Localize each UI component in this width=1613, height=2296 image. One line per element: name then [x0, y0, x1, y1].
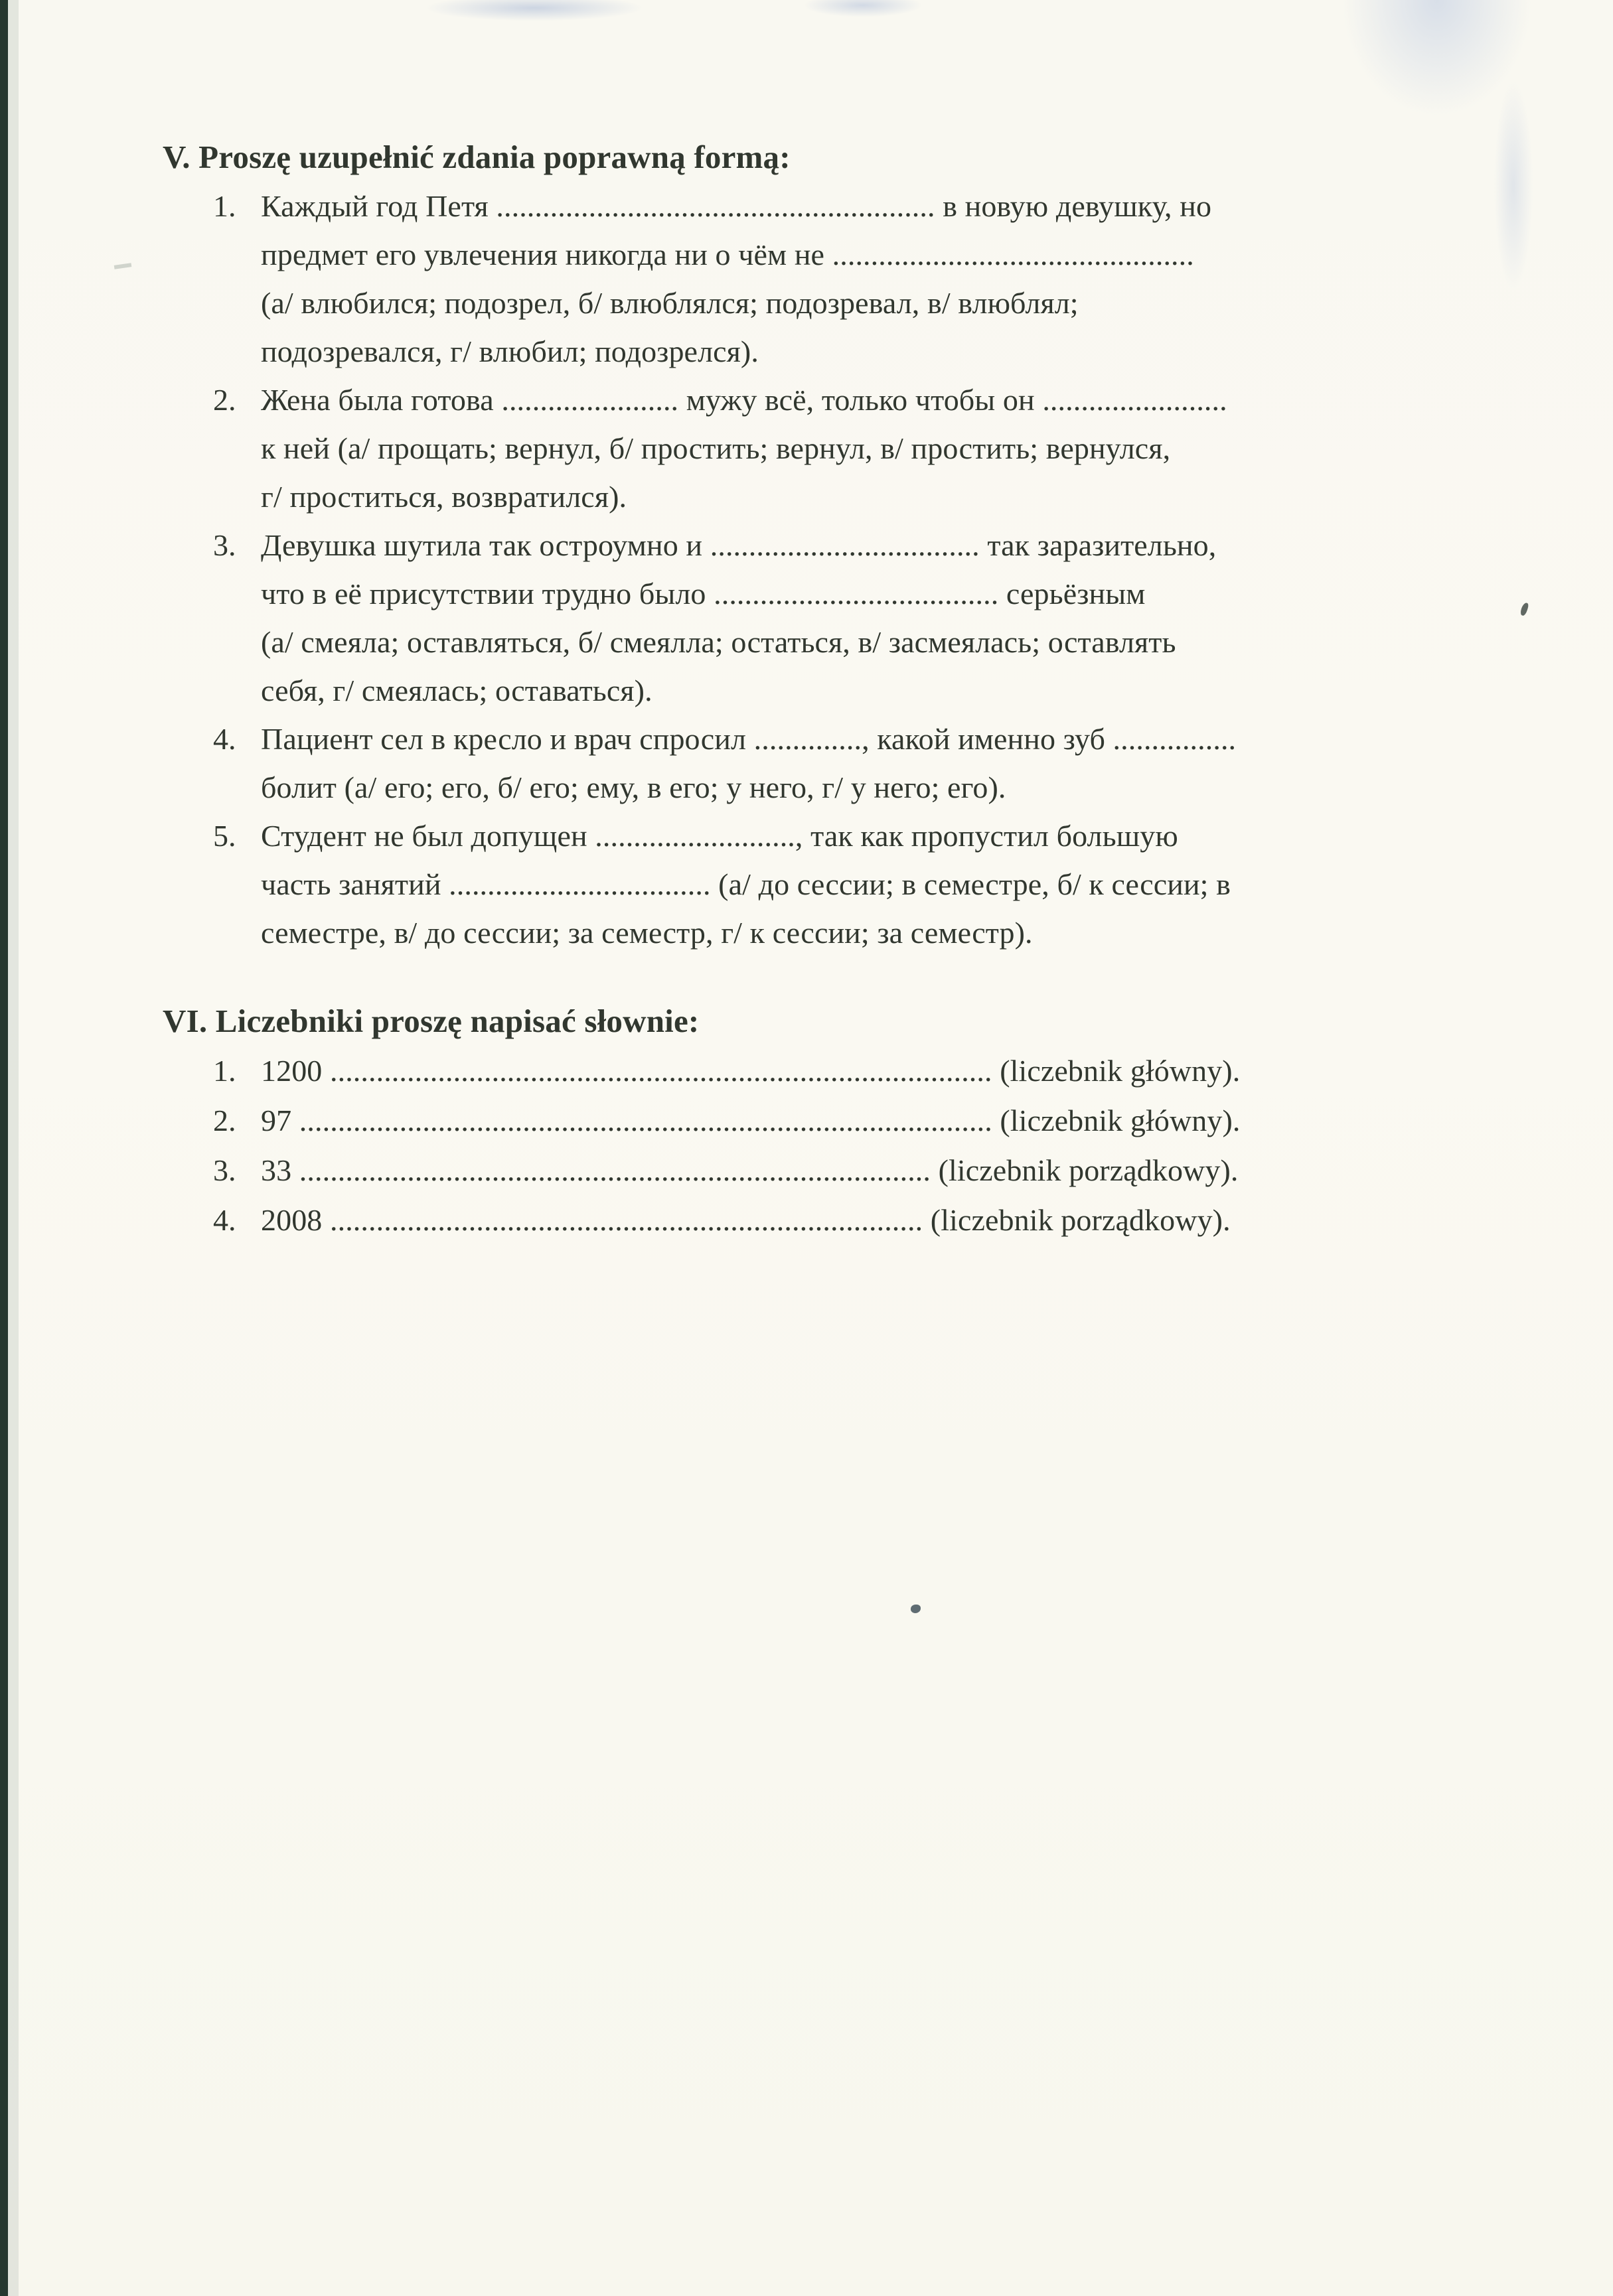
exercise-item-2: [163, 376, 1510, 521]
text-line: себя, г/ смеялась; оставаться).: [261, 674, 653, 707]
item-number: 5.: [213, 819, 236, 853]
scan-smudge: [425, 0, 644, 21]
exercise-item-5: [163, 812, 1510, 957]
text-line: подозревался, г/ влюбил; подозрелся).: [261, 334, 759, 368]
text-line: что в её присутствии трудно было ..................................... серьёзным: [261, 577, 1146, 610]
document-content: [163, 133, 1510, 1245]
text-line: Каждый год Петя ......................................................... в новую девушку, но: [261, 189, 1212, 223]
item-number: 3.: [213, 528, 236, 562]
section-v: [163, 133, 1510, 957]
text-line: 2008 ............................................................................. (liczebnik porządkowy).: [261, 1203, 1231, 1237]
scan-edge-shadow: [0, 0, 8, 2296]
item-lines: [261, 182, 1510, 376]
numeral-item-2: [163, 1096, 1510, 1145]
text-line: Студент не был допущен .........................., так как пропустил большую: [261, 819, 1178, 853]
item-lines: [261, 376, 1510, 521]
scan-speck: [114, 263, 132, 269]
section-vi-heading: VI. Liczebniki proszę napisać słownie:: [163, 1003, 700, 1039]
item-lines: [261, 1096, 1510, 1145]
text-line: предмет его увлечения никогда ни о чём не ...............................................: [261, 238, 1194, 271]
item-number: 4.: [213, 722, 236, 756]
section-vi: [163, 997, 1510, 1245]
text-line: г/ проститься, возвратился).: [261, 480, 627, 514]
item-lines: [261, 812, 1510, 957]
section-v-heading: V. Proszę uzupełnić zdania poprawną formą:: [163, 139, 791, 175]
item-lines: [261, 1145, 1510, 1195]
item-lines: [261, 1195, 1510, 1245]
text-line: часть занятий .................................. (а/ до сессии; в семестре, б/ к сессии; в: [261, 867, 1231, 901]
item-number: 3.: [213, 1153, 236, 1187]
item-lines: [261, 521, 1510, 715]
scan-speck: [911, 1605, 921, 1613]
text-line: Жена была готова ....................... мужу всё, только чтобы он ........................: [261, 383, 1227, 417]
text-line: 1200 ...................................................................................... (liczebnik główny).: [261, 1054, 1241, 1088]
exercise-item-1: [163, 182, 1510, 376]
text-line: (а/ влюбился; подозрел, б/ влюблялся; подозревал, в/ влюблял;: [261, 286, 1079, 320]
text-line: 97 .......................................................................................... (liczebnik główny).: [261, 1104, 1241, 1137]
text-line: Девушка шутила так остроумно и ................................... так заразительно,: [261, 528, 1217, 562]
item-lines: [261, 715, 1510, 812]
numeral-item-4: [163, 1195, 1510, 1245]
exercise-item-4: [163, 715, 1510, 812]
item-number: 1.: [213, 1054, 236, 1088]
numeral-item-3: [163, 1145, 1510, 1195]
item-number: 1.: [213, 189, 236, 223]
text-line: к ней (а/ прощать; вернул, б/ простить; вернул, в/ простить; вернулся,: [261, 431, 1171, 465]
item-number: 2.: [213, 383, 236, 417]
text-line: семестре, в/ до сессии; за семестр, г/ к сессии; за семестр).: [261, 916, 1033, 950]
scan-smudge: [803, 0, 923, 17]
text-line: (а/ смеяла; оставляться, б/ смеялла; остаться, в/ засмеялась; оставлять: [261, 625, 1176, 659]
text-line: болит (а/ его; его, б/ его; ему, в его; у него, г/ у него; его).: [261, 770, 1006, 804]
section-vi-items: [163, 1046, 1510, 1245]
exercise-item-3: [163, 521, 1510, 715]
text-line: Пациент сел в кресло и врач спросил .............., какой именно зуб ................: [261, 722, 1237, 756]
item-lines: [261, 1046, 1510, 1096]
text-line: 33 .................................................................................. (liczebnik porządkowy).: [261, 1153, 1239, 1187]
scan-smudge: [1334, 0, 1540, 126]
item-number: 2.: [213, 1104, 236, 1137]
scan-speck: [1519, 602, 1529, 616]
numeral-item-1: [163, 1046, 1510, 1096]
section-v-items: [163, 182, 1510, 957]
scan-edge-highlight: [8, 0, 19, 2296]
item-number: 4.: [213, 1203, 236, 1237]
